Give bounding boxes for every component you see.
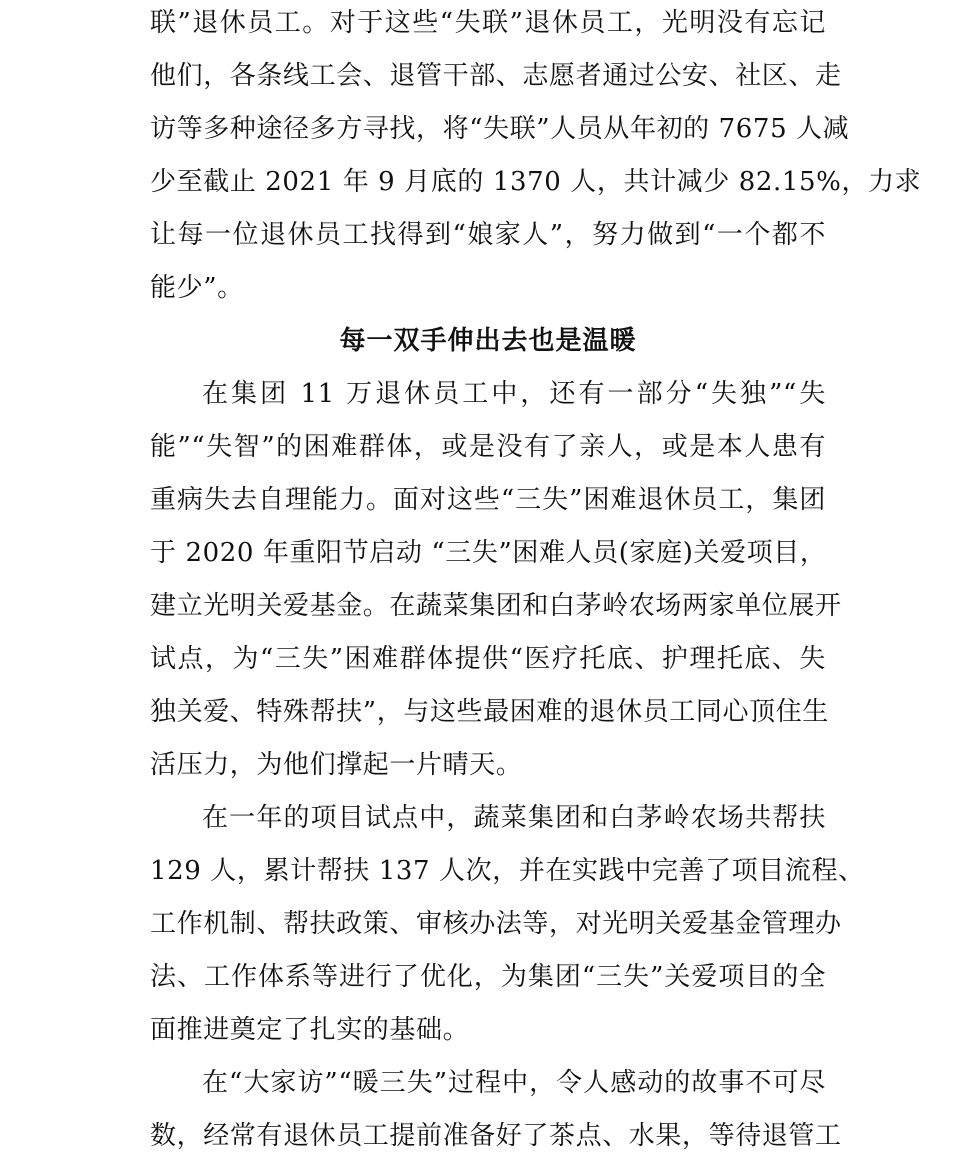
paragraph-line: 129 人，累计帮扶 137 人次，并在实践中完善了项目流程、 bbox=[150, 856, 865, 886]
paragraph-line: 于 2020 年重阳节启动 “三失”困难人员(家庭)关爱项目， bbox=[150, 538, 827, 568]
section-heading: 每一双手伸出去也是温暖 bbox=[339, 326, 637, 356]
paragraph-line: 面推进奠定了扎实的基础。 bbox=[150, 1015, 470, 1045]
paragraph-line: 他们，各条线工会、退管干部、志愿者通过公安、社区、走 bbox=[150, 61, 842, 91]
paragraph-line: 访等多种途径多方寻找，将“失联”人员从年初的 7675 人减 bbox=[150, 114, 850, 144]
paragraph-line: 少至截止 2021 年 9 月底的 1370 人，共计减少 82.15%，力求 bbox=[150, 167, 922, 197]
paragraph-first-line: 在“大家访”“暖三失”过程中，令人感动的故事不可尽 bbox=[202, 1068, 826, 1098]
paragraph-line: 让每一位退休员工找得到“娘家人”，努力做到“一个都不 bbox=[150, 220, 826, 250]
paragraph-line: 试点，为“三失”困难群体提供“医疗托底、护理托底、失 bbox=[150, 644, 826, 674]
paragraph-line: 能”“失智”的困难群体，或是没有了亲人，或是本人患有 bbox=[150, 432, 826, 462]
paragraph-line: 能少”。 bbox=[150, 273, 244, 303]
paragraph-line: 建立光明关爱基金。在蔬菜集团和白茅岭农场两家单位展开 bbox=[150, 591, 842, 621]
paragraph-line: 联”退休员工。对于这些“失联”退休员工，光明没有忘记 bbox=[150, 8, 826, 38]
paragraph-line: 重病失去自理能力。面对这些“三失”困难退休员工，集团 bbox=[150, 485, 826, 515]
paragraph-first-line: 在集团 11 万退休员工中，还有一部分“失独”“失 bbox=[202, 379, 826, 409]
paragraph-line: 法、工作体系等进行了优化，为集团“三失”关爱项目的全 bbox=[150, 962, 826, 992]
paragraph-line: 工作机制、帮扶政策、审核办法等，对光明关爱基金管理办 bbox=[150, 909, 842, 939]
paragraph-line: 数，经常有退休员工提前准备好了茶点、水果，等待退管工 bbox=[150, 1121, 842, 1151]
paragraph-line: 活压力，为他们撑起一片晴天。 bbox=[150, 750, 523, 780]
paragraph-first-line: 在一年的项目试点中，蔬菜集团和白茅岭农场共帮扶 bbox=[202, 803, 826, 833]
paragraph-line: 独关爱、特殊帮扶”，与这些最困难的退休员工同心顶住生 bbox=[150, 697, 829, 727]
